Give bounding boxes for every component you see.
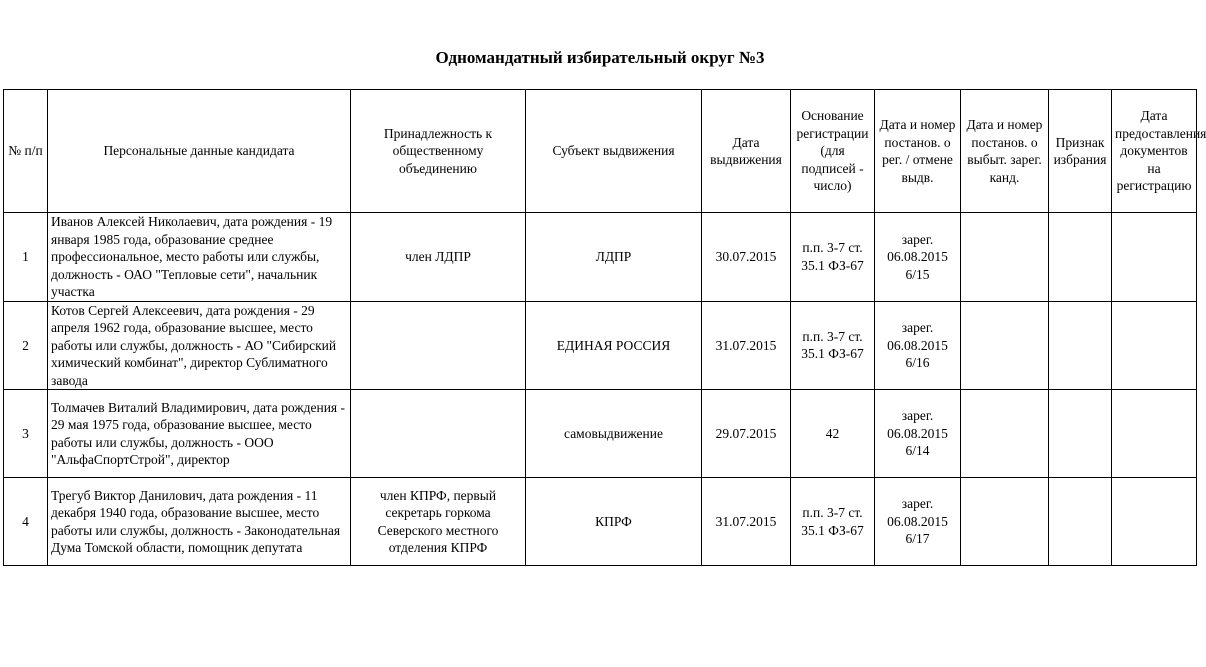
header-num: № п/п	[4, 90, 48, 213]
cell-person: Толмачев Виталий Владимирович, дата рождения - 29 мая 1975 года, образование высшее, место работы или службы, должность - ООО "АльфаСпортСтрой", директор	[48, 390, 351, 478]
cell-basis: 42	[791, 390, 875, 478]
cell-party: член КПРФ, первый секретарь горкома Северского местного отделения КПРФ	[351, 478, 526, 566]
table-row	[4, 213, 1197, 302]
cell-documents	[1112, 213, 1197, 302]
cell-date: 30.07.2015	[702, 213, 791, 302]
candidates-table	[3, 89, 1206, 566]
header-basis: Основание регистрации (для подписей - число)	[791, 90, 875, 213]
cell-person: Трегуб Виктор Данилович, дата рождения - 11 декабря 1940 года, образование высшее, место работы или службы, должность - Законодательная Дума Томской области, помощник депутата	[48, 478, 351, 566]
table-row	[4, 390, 1197, 478]
cell-registration: зарег. 06.08.2015 6/16	[875, 301, 961, 390]
header-party: Принадлежность к общественному объединению	[351, 90, 526, 213]
cell-documents	[1112, 390, 1197, 478]
cell-retirement	[961, 301, 1049, 390]
header-subject: Субъект выдвижения	[526, 90, 702, 213]
cell-documents	[1112, 301, 1197, 390]
cell-num: 3	[4, 390, 48, 478]
header-registration: Дата и номер постанов. о рег. / отмене выдв.	[875, 90, 961, 213]
cell-elected	[1049, 301, 1112, 390]
cell-registration: зарег. 06.08.2015 6/14	[875, 390, 961, 478]
header-date: Дата выдвижения	[702, 90, 791, 213]
cell-subject: самовыдвижение	[526, 390, 702, 478]
cell-retirement	[961, 478, 1049, 566]
cell-registration: зарег. 06.08.2015 6/17	[875, 478, 961, 566]
cell-registration: зарег. 06.08.2015 6/15	[875, 213, 961, 302]
document-title: Одномандатный избирательный округ №3	[435, 48, 765, 67]
header-documents: Дата предоставления документов на регистрацию	[1112, 90, 1197, 213]
cell-subject: ЛДПР	[526, 213, 702, 302]
cell-basis: п.п. 3-7 ст. 35.1 ФЗ-67	[791, 213, 875, 302]
cell-date: 29.07.2015	[702, 390, 791, 478]
header-retirement: Дата и номер постанов. о выбыт. зарег. канд.	[961, 90, 1049, 213]
cell-retirement	[961, 213, 1049, 302]
cell-person: Иванов Алексей Николаевич, дата рождения - 19 января 1985 года, образование среднее профессиональное, место работы или службы, должность - ОАО "Тепловые сети", начальник участка	[48, 213, 351, 302]
cell-party	[351, 301, 526, 390]
header-elected: Признак избрания	[1049, 90, 1112, 213]
cell-num: 2	[4, 301, 48, 390]
header-person: Персональные данные кандидата	[48, 90, 351, 213]
cell-date: 31.07.2015	[702, 478, 791, 566]
cell-subject: ЕДИНАЯ РОССИЯ	[526, 301, 702, 390]
cell-num: 4	[4, 478, 48, 566]
cell-documents	[1112, 478, 1197, 566]
cell-party: член ЛДПР	[351, 213, 526, 302]
cell-person: Котов Сергей Алексеевич, дата рождения - 29 апреля 1962 года, образование высшее, место работы или службы, должность - АО "Сибирский химический комбинат", директор Сублиматного завода	[48, 301, 351, 390]
cell-date: 31.07.2015	[702, 301, 791, 390]
cell-basis: п.п. 3-7 ст. 35.1 ФЗ-67	[791, 301, 875, 390]
cell-party	[351, 390, 526, 478]
cell-subject: КПРФ	[526, 478, 702, 566]
table-row	[4, 301, 1197, 390]
cell-num: 1	[4, 213, 48, 302]
table-row	[4, 478, 1197, 566]
cell-elected	[1049, 213, 1112, 302]
cell-elected	[1049, 478, 1112, 566]
cell-basis: п.п. 3-7 ст. 35.1 ФЗ-67	[791, 478, 875, 566]
cell-retirement	[961, 390, 1049, 478]
table-header-row	[4, 90, 1197, 213]
cell-elected	[1049, 390, 1112, 478]
